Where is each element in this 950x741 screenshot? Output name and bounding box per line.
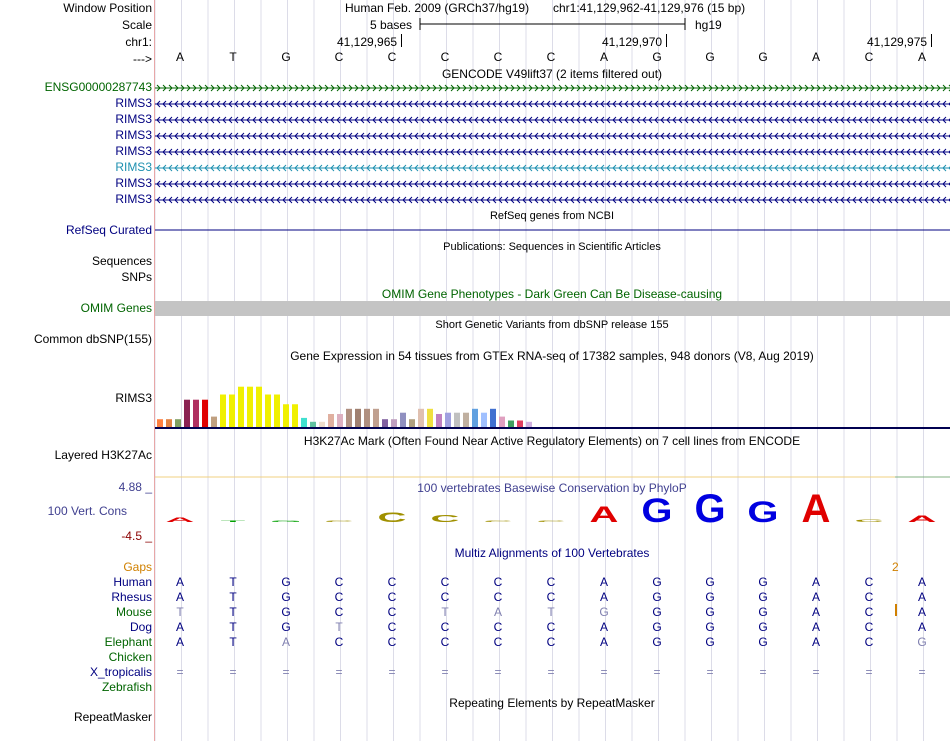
track-labels-column	[0, 0, 154, 741]
window-position-label: Window Position	[63, 1, 152, 15]
cons-label[interactable]: 100 Vert. Cons	[47, 504, 127, 518]
gtex-tissue-bar	[265, 395, 271, 428]
conservation-letter: G	[270, 520, 302, 523]
aligned-base: A	[175, 590, 185, 604]
sequences-label[interactable]: Sequences	[91, 254, 152, 268]
ruler-mark-label: 41,129,970	[602, 35, 663, 49]
rims3-transcript-row	[155, 133, 950, 139]
aligned-base: T	[441, 605, 449, 619]
aligned-base: C	[334, 590, 344, 604]
aligned-base: T	[547, 605, 555, 619]
aligned-base: =	[335, 665, 343, 679]
snps-label[interactable]: SNPs	[121, 270, 152, 284]
aligned-base: G	[281, 605, 291, 619]
aligned-base: =	[176, 665, 184, 679]
aligned-base: G	[281, 620, 291, 634]
aligned-base: C	[440, 635, 450, 649]
conservation-letter: G	[694, 490, 726, 530]
aligned-base: =	[229, 665, 237, 679]
gtex-tissue-bar	[310, 422, 316, 427]
refseq-track-title: RefSeq genes from NCBI	[489, 210, 615, 222]
aligned-base: C	[334, 605, 344, 619]
conservation-letter: C	[536, 520, 566, 523]
conservation-letter: C	[430, 513, 460, 525]
gtex-tissue-bar	[319, 422, 325, 427]
aligned-base: G	[758, 575, 768, 589]
gtex-tissue-bar	[382, 419, 388, 427]
aligned-base: =	[653, 665, 661, 679]
aligned-base: A	[175, 620, 185, 634]
omim-genes-label[interactable]: OMIM Genes	[80, 301, 152, 315]
aligned-base: =	[282, 665, 290, 679]
aligned-base: G	[758, 635, 768, 649]
gtex-tissue-bar	[409, 419, 415, 427]
scale-text: 5 bases	[370, 18, 413, 32]
gtex-tissue-bar	[490, 409, 496, 427]
cons-min-label: -4.5 _	[121, 529, 152, 543]
aligned-base: G	[281, 575, 291, 589]
gtex-tissue-bar	[418, 409, 424, 427]
gtex-tissue-bar	[355, 409, 361, 427]
rims3-transcript-row	[155, 197, 950, 203]
aligned-base: C	[334, 635, 344, 649]
aligned-base: T	[335, 620, 343, 634]
gtex-tissue-bar	[211, 417, 217, 427]
aligned-base: T	[176, 605, 184, 619]
conservation-letter: C	[854, 519, 884, 523]
species-label[interactable]: Mouse	[115, 605, 152, 619]
aligned-base: =	[441, 665, 449, 679]
aligned-base: C	[864, 575, 874, 589]
gtex-tissue-bar	[184, 400, 190, 427]
gtex-track-title: Gene Expression in 54 tissues from GTEx RNA-seq of 17382 samples, 948 donors (V8, Aug 2019)	[290, 349, 814, 363]
gtex-tissue-bar	[157, 419, 163, 427]
gtex-tissue-bar	[517, 421, 523, 428]
aligned-base: A	[599, 620, 609, 634]
species-label[interactable]: Human	[113, 575, 152, 589]
gtex-tissue-bar	[166, 419, 172, 427]
dna-base: C	[546, 50, 556, 64]
gtex-tissue-bar	[364, 409, 370, 427]
conservation-letter: A	[907, 514, 937, 525]
conservation-letter: C	[377, 509, 407, 526]
aligned-base: A	[175, 635, 185, 649]
aligned-base: G	[599, 605, 609, 619]
browser-image[interactable]	[155, 0, 950, 741]
pubs-track-title: Publications: Sequences in Scientific Articles	[443, 241, 661, 253]
aligned-base: C	[493, 575, 503, 589]
aligned-base: C	[387, 605, 397, 619]
aligned-base: =	[865, 665, 873, 679]
gtex-tissue-bar	[400, 413, 406, 427]
aligned-base: G	[758, 590, 768, 604]
dna-base: C	[440, 50, 450, 64]
gtex-tissue-bar	[463, 413, 469, 427]
aligned-base: A	[917, 620, 927, 634]
conservation-letter: C	[324, 520, 354, 523]
aligned-base: A	[811, 635, 821, 649]
scale-label: Scale	[121, 18, 152, 32]
dbsnp-track-title: Short Genetic Variants from dbSNP release 155	[435, 319, 669, 331]
dna-base: A	[175, 50, 185, 64]
ruler-tick	[401, 34, 402, 47]
aligned-base: C	[546, 635, 556, 649]
aligned-base: C	[387, 590, 397, 604]
aligned-base: A	[599, 590, 609, 604]
conservation-logo[interactable]	[155, 490, 950, 530]
aligned-base: C	[493, 620, 503, 634]
aligned-base: T	[229, 635, 237, 649]
aligned-base: G	[652, 590, 662, 604]
aligned-base: C	[493, 590, 503, 604]
aligned-base: T	[229, 605, 237, 619]
aligned-base: A	[917, 605, 927, 619]
aligned-base: G	[652, 620, 662, 634]
window-position: chr1:41,129,962-41,129,976 (15 bp)	[553, 1, 746, 15]
aligned-base: A	[917, 575, 927, 589]
species-label[interactable]: X_tropicalis	[89, 665, 152, 679]
aligned-base: A	[599, 575, 609, 589]
h3k27ac-label[interactable]: Layered H3K27Ac	[54, 448, 152, 462]
aligned-base: G	[705, 635, 715, 649]
ruler-tick	[666, 34, 667, 47]
rims3-transcript-row	[155, 101, 950, 107]
gtex-bar-chart[interactable]	[155, 362, 950, 432]
aligned-base: C	[440, 575, 450, 589]
gtex-tissue-bar	[193, 400, 199, 427]
gtex-tissue-bar	[292, 404, 298, 427]
rims3-transcript-label[interactable]: RIMS3	[115, 96, 152, 110]
rims3-transcript-row	[155, 181, 950, 187]
dna-base: C	[334, 50, 344, 64]
gtex-tissue-bar	[220, 395, 226, 428]
rims3-transcript-label[interactable]: RIMS3	[115, 112, 152, 126]
aligned-base: G	[917, 635, 927, 649]
conservation-letter: A	[801, 490, 831, 530]
aligned-base: G	[705, 620, 715, 634]
gtex-tissue-bar	[508, 421, 514, 428]
dna-base: T	[229, 50, 237, 64]
aligned-base: C	[387, 635, 397, 649]
gencode-track[interactable]	[155, 80, 950, 210]
gtex-tissue-bar	[301, 418, 307, 427]
aligned-base: A	[599, 635, 609, 649]
dna-base: G	[281, 50, 291, 64]
aligned-base: T	[229, 620, 237, 634]
aligned-base: G	[652, 605, 662, 619]
conservation-letter: A	[165, 516, 195, 524]
aligned-base: C	[864, 605, 874, 619]
refseq-line[interactable]	[155, 226, 950, 236]
aligned-base: G	[705, 575, 715, 589]
aligned-base: A	[811, 590, 821, 604]
dna-base: G	[705, 50, 715, 64]
gtex-tissue-bar	[481, 413, 487, 427]
aligned-base: C	[334, 575, 344, 589]
gtex-tissue-bar	[238, 387, 244, 427]
omim-track-title: OMIM Gene Phenotypes - Dark Green Can Be Disease-causing	[381, 287, 723, 301]
gencode-gene-row	[155, 85, 950, 91]
gtex-tissue-bar	[526, 422, 532, 427]
rims3-transcript-row	[155, 165, 950, 171]
ruler-mark-label: 41,129,975	[867, 35, 928, 49]
conservation-letter: T	[220, 520, 246, 523]
aligned-base: =	[918, 665, 926, 679]
rims3-transcript-label[interactable]: RIMS3	[115, 128, 152, 142]
gtex-tissue-bar	[328, 414, 334, 427]
gtex-rims3-label[interactable]: RIMS3	[115, 391, 152, 405]
aligned-base: C	[546, 575, 556, 589]
strand-arrow-label: --->	[133, 52, 152, 66]
dna-base: A	[917, 50, 927, 64]
rims3-transcript-row	[155, 117, 950, 123]
gtex-tissue-bar	[472, 409, 478, 427]
gtex-tissue-bar	[247, 387, 253, 427]
gtex-tissue-bar	[337, 414, 343, 427]
gtex-tissue-bar	[427, 409, 433, 427]
aligned-base: G	[652, 635, 662, 649]
gtex-tissue-bar	[229, 395, 235, 428]
gtex-tissue-bar	[445, 413, 451, 427]
rims3-transcript-label[interactable]: RIMS3	[115, 192, 152, 206]
aligned-base: C	[493, 635, 503, 649]
dna-base: C	[493, 50, 503, 64]
species-label[interactable]: Rhesus	[111, 590, 152, 604]
gtex-tissue-bar	[346, 409, 352, 427]
aligned-base: C	[387, 575, 397, 589]
aligned-base: C	[440, 620, 450, 634]
h3k27ac-track-title: H3K27Ac Mark (Often Found Near Active Regulatory Elements) on 7 cell lines from ENCODE	[303, 434, 801, 448]
aligned-base: =	[706, 665, 714, 679]
scale-assembly: hg19	[695, 18, 722, 32]
gencode-gene-label[interactable]: ENSG00000287743	[44, 80, 152, 94]
aligned-base: G	[281, 590, 291, 604]
dna-base: G	[652, 50, 662, 64]
species-label[interactable]: Zebrafish	[101, 680, 152, 694]
gtex-tissue-bar	[202, 400, 208, 427]
omim-bar[interactable]	[155, 301, 950, 316]
aligned-base: A	[811, 575, 821, 589]
dna-base: G	[758, 50, 768, 64]
cons-max-label: 4.88 _	[118, 480, 152, 494]
ruler-mark-label: 41,129,965	[337, 35, 398, 49]
dna-base: A	[599, 50, 609, 64]
refseq-curated-label[interactable]: RefSeq Curated	[65, 223, 152, 237]
species-label[interactable]: Elephant	[104, 635, 152, 649]
phylop-track-title: 100 vertebrates Basewise Conservation by PhyloP	[417, 481, 687, 495]
aligned-base: =	[547, 665, 555, 679]
rims3-transcript-row	[155, 149, 950, 155]
aligned-base: =	[494, 665, 502, 679]
gencode-track-title: GENCODE V49lift37 (2 items filtered out)	[441, 67, 663, 81]
gtex-tissue-bar	[274, 395, 280, 428]
species-label[interactable]: Chicken	[108, 650, 152, 664]
gaps-label: Gaps	[123, 560, 152, 574]
gtex-tissue-bar	[256, 387, 262, 427]
aligned-base: C	[864, 590, 874, 604]
gtex-tissue-bar	[499, 417, 505, 427]
aligned-base: C	[387, 620, 397, 634]
aligned-base: T	[229, 590, 237, 604]
aligned-base: G	[758, 605, 768, 619]
aligned-base: G	[652, 575, 662, 589]
aligned-base: =	[812, 665, 820, 679]
aligned-base: T	[229, 575, 237, 589]
aligned-base: =	[600, 665, 608, 679]
dna-base: C	[864, 50, 874, 64]
gtex-tissue-bar	[283, 404, 289, 427]
rims3-transcript-label[interactable]: RIMS3	[115, 176, 152, 190]
ruler-tick	[931, 34, 932, 47]
dna-base: A	[811, 50, 821, 64]
gtex-tissue-bar	[373, 409, 379, 427]
aligned-base: G	[758, 620, 768, 634]
gtex-tissue-bar	[436, 414, 442, 427]
aligned-base: A	[811, 620, 821, 634]
dbsnp-label[interactable]: Common dbSNP(155)	[33, 332, 152, 346]
repeatmasker-track-title: Repeating Elements by RepeatMasker	[449, 696, 655, 710]
repeatmasker-label[interactable]: RepeatMasker	[73, 710, 152, 724]
aligned-base: A	[917, 590, 927, 604]
aligned-base: G	[705, 590, 715, 604]
insertion-marker	[895, 604, 897, 616]
window-title: Human Feb. 2009 (GRCh37/hg19)	[345, 1, 530, 15]
conservation-letter: C	[483, 520, 513, 523]
rims3-transcript-label[interactable]: RIMS3	[115, 160, 152, 174]
aligned-base: C	[546, 590, 556, 604]
conservation-letter: G	[641, 490, 673, 530]
aligned-base: C	[546, 620, 556, 634]
multiz-track-title: Multiz Alignments of 100 Vertebrates	[454, 546, 650, 560]
aligned-base: A	[175, 575, 185, 589]
aligned-base: G	[705, 605, 715, 619]
aligned-base: =	[388, 665, 396, 679]
aligned-base: =	[759, 665, 767, 679]
aligned-base: A	[493, 605, 503, 619]
conservation-letter: G	[747, 495, 779, 529]
chr-label: chr1:	[125, 35, 152, 49]
gtex-tissue-bar	[175, 419, 181, 427]
gtex-tissue-bar	[391, 419, 397, 427]
aligned-base: A	[811, 605, 821, 619]
dna-base: C	[387, 50, 397, 64]
gaps-value: 2	[892, 560, 899, 574]
gtex-tissue-bar	[454, 413, 460, 427]
rims3-transcript-label[interactable]: RIMS3	[115, 144, 152, 158]
aligned-base: C	[440, 590, 450, 604]
aligned-base: C	[864, 635, 874, 649]
conservation-letter: A	[589, 502, 619, 527]
aligned-base: A	[281, 635, 291, 649]
species-label[interactable]: Dog	[129, 620, 152, 634]
aligned-base: C	[864, 620, 874, 634]
